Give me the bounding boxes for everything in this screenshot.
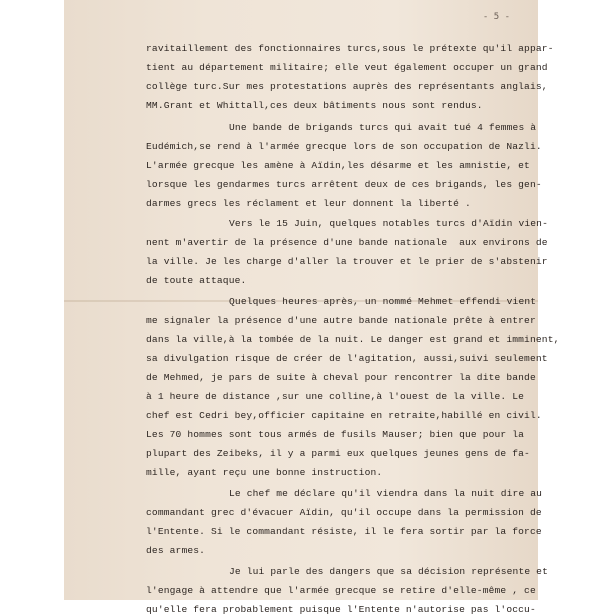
text-line: mille, ayant reçu une bonne instruction. [146,467,383,478]
text-line: me signaler la présence d'une autre bande nationale prête à entrer [146,315,536,326]
text-line: qu'elle fera probablement puisque l'Entente n'autorise pas l'occu- [146,604,536,615]
text-line: tient au département militaire; elle veut également occuper un grand [146,62,548,73]
text-line: lorsque les gendarmes turcs arrêtent deux de ces brigands, les gen- [146,179,542,190]
text-line: Je lui parle des dangers que sa décision représente et [229,566,548,577]
text-line: l'engage à attendre que l'armée grecque se retire d'elle-même , ce [146,585,536,596]
text-line: Vers le 15 Juin, quelques notables turcs d'Aïdin vien- [229,218,548,229]
document-body [64,0,560,615]
text-line: Une bande de brigands turcs qui avait tué 4 femmes à [229,122,537,133]
text-line: L'armée grecque les amène à Aïdin,les désarme et les amnistie, et [146,160,530,171]
text-line: plupart des Zeibeks, il y a parmi eux quelques jeunes gens de fa- [146,448,530,459]
text-line: darmes grecs les réclament et leur donnent la liberté . [146,198,471,209]
text-line: la ville. Je les charge d'aller la trouver et le prier de s'abstenir [146,256,548,267]
text-line: Le chef me déclare qu'il viendra dans la nuit dire au [229,488,543,499]
text-line: Eudémich,se rend à l'armée grecque lors de son occupation de Nazli. [146,141,542,152]
text-line: Les 70 hommes sont tous armés de fusils Mauser; bien que pour la [146,429,525,440]
text-line: des armes. [146,545,206,556]
text-line: MM.Grant et Whittall,ces deux bâtiments nous sont rendus. [146,100,483,111]
text-line: Quelques heures après, un nommé Mehmet effendi vient [229,296,537,307]
text-line: nent m'avertir de la présence d'une bande nationale aux environs de [146,237,548,248]
text-line: commandant grec d'évacuer Aïdin, qu'il occupe dans la permission de [146,507,542,518]
page-number: - 5 - [482,12,510,22]
text-line: ravitaillement des fonctionnaires turcs,sous le prétexte qu'il appar- [146,43,554,54]
text-line: à 1 heure de distance ,sur une colline,à l'ouest de la ville. Le [146,391,525,402]
text-line: collège turc.Sur mes protestations auprès des représentants anglais, [146,81,548,92]
text-line: de toute attaque. [146,275,247,286]
text-line: chef est Cedri bey,officier capitaine en retraite,habillé en civil. [146,410,542,421]
text-line: sa divulgation risque de créer de l'agitation, aussi,suivi seulement [146,353,548,364]
text-line: dans la ville,à la tombée de la nuit. Le danger est grand et imminent, [146,334,560,345]
text-line: l'Entente. Si le commandant résiste, il le fera sortir par la force [146,526,542,537]
text-line: de Mehmed, je pars de suite à cheval pour rencontrer la dite bande [146,372,536,383]
document-page [64,0,560,615]
